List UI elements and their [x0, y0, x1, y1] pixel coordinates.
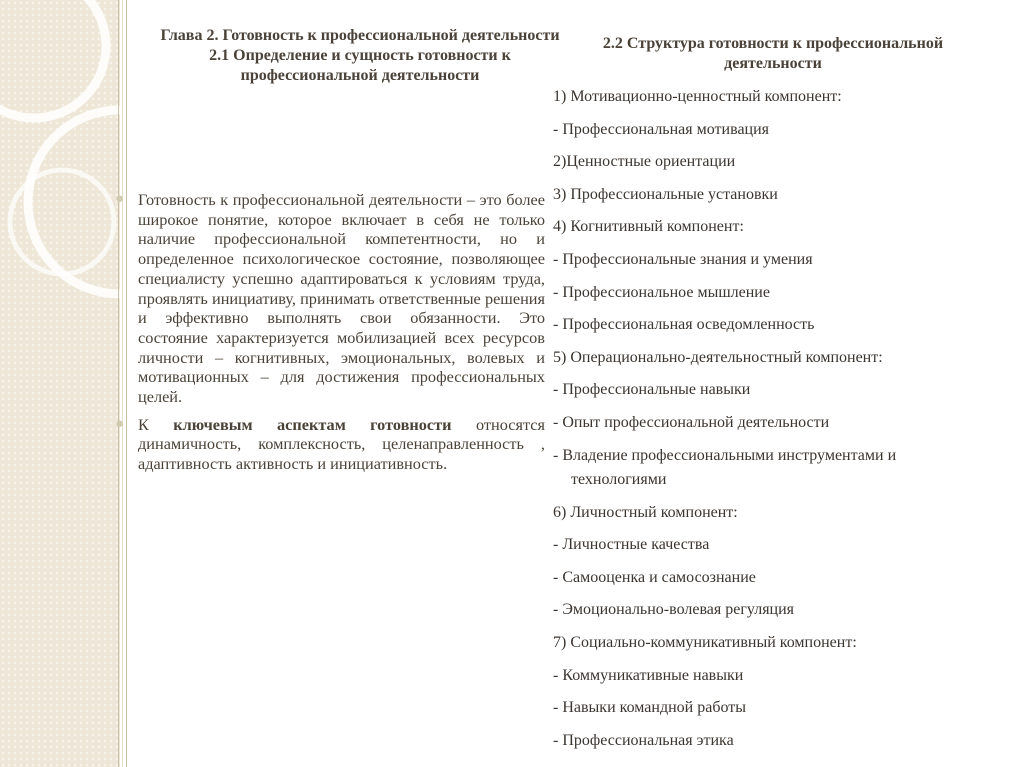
structure-title: 2.2 Структура готовности к профессиональной деятельности [602, 35, 944, 72]
bullet-item [115, 415, 545, 474]
list-item: - Профессиональная осведомленность [553, 316, 815, 334]
bullet-text-rest: относятся динамичность, комплексность, целенаправленность , адаптивность активность и инициативность. [138, 414, 545, 474]
bullet-text-bold: ключевым аспектам готовности [173, 414, 452, 434]
decorative-rings [0, 0, 130, 360]
list-item: 5) Операционально-деятельностный компонент: [553, 348, 883, 366]
list-item: - Коммуникативные навыки [553, 666, 744, 684]
list-item: 7) Социально-коммуникативный компонент: [553, 633, 857, 651]
list-item-line: - Владение профессиональными инструментами и [553, 446, 897, 464]
list-item: - Навыки командной работы [553, 699, 746, 717]
bullet-item [115, 190, 545, 407]
section-title: 2.1 Определение и сущность готовности к профессиональной деятельности [209, 47, 511, 84]
list-item: - Профессиональные знания и умения [553, 250, 813, 268]
list-item: - Самооценка и самосознание [553, 568, 756, 586]
list-item: - Профессиональные навыки [553, 381, 751, 399]
bullet-text: Готовность к профессиональной деятельности – это более широкое понятие, которое включает в себя не только наличие профессиональной компетентности, но и определенное психологическое состояние, позволяющее специалисту успешно адаптироваться к условиям труда, проявлять инициативу, принимать ответственные решения и эффективно выполнять свои обязанности. Это состояние характеризуется мобилизацией всех ресурсов личности – когнитивных, эмоциональных, волевых и мотивационных – для достижения профессиональных целей. [138, 190, 545, 407]
bullet-icon: ● [115, 415, 125, 432]
list-item: - Опыт профессиональной деятельности [553, 413, 830, 431]
list-item: - Профессиональная мотивация [553, 120, 770, 138]
list-item: 2)Ценностные ориентации [553, 153, 736, 171]
list-item: 6) Личностный компонент: [553, 503, 738, 521]
list-item [553, 444, 1003, 501]
list-item: 4) Когнитивный компонент: [553, 218, 744, 236]
list-item-continuation: технологиями [571, 470, 667, 488]
chapter-title: Глава 2. Готовность к профессиональной деятельности [160, 27, 560, 44]
list-item: 1) Мотивационно-ценностный компонент: [553, 88, 842, 105]
list-item: - Эмоционально-волевая регуляция [553, 601, 795, 619]
list-item: 3) Профессиональные установки [553, 185, 778, 203]
structure-list [553, 85, 1003, 761]
bullet-text-start: К [138, 414, 174, 434]
bullet-list [115, 190, 545, 482]
chapter-heading [160, 26, 560, 86]
bullet-icon: ● [115, 191, 125, 207]
list-item: - Профессиональная этика [553, 731, 734, 749]
list-item: - Профессиональное мышление [553, 283, 770, 301]
list-item: - Личностные качества [553, 536, 710, 554]
